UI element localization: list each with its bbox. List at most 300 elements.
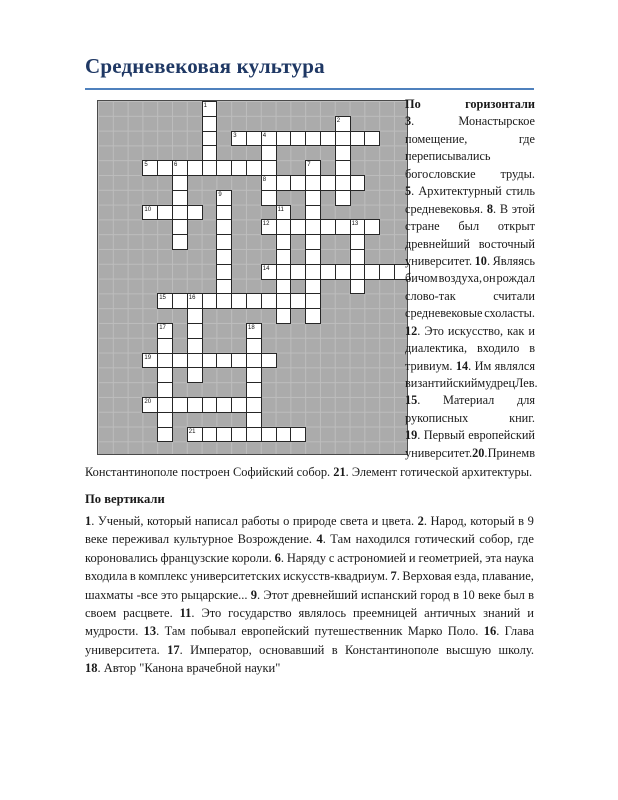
grid-cell[interactable] [216, 279, 232, 295]
grid-cell-number: 4 [262, 132, 267, 139]
grid-cell[interactable] [216, 397, 232, 413]
grid-cell[interactable] [246, 412, 262, 428]
title-rule [85, 88, 534, 90]
clue-token: стиль [505, 184, 535, 199]
clue-token: веке [477, 587, 501, 602]
clue-token: комплекс [138, 569, 188, 584]
grid-cell[interactable] [246, 397, 262, 413]
grid-cell[interactable] [202, 397, 218, 413]
grid-cell-number: 6 [174, 162, 178, 169]
grid-cell[interactable] [320, 219, 336, 235]
grid-cell[interactable] [157, 412, 173, 428]
grid-cell[interactable] [216, 160, 232, 176]
grid-cell[interactable] [187, 397, 203, 413]
grid-cell[interactable] [379, 264, 395, 280]
grid-cell[interactable] [305, 308, 321, 324]
clue-token: книг. [509, 410, 535, 425]
clue-token: университетских [190, 569, 281, 584]
grid-cell[interactable] [231, 397, 247, 413]
grid-cell[interactable] [350, 175, 366, 191]
grid-cell-number: 18 [248, 325, 255, 331]
grid-cell[interactable] [172, 175, 188, 191]
grid-cell[interactable] [350, 279, 366, 295]
clue-token: 3. [405, 114, 415, 129]
text-line [405, 166, 535, 183]
clue-token: университет. [405, 253, 473, 268]
clue-token: 7. [390, 569, 400, 584]
clue-token: средневековые [405, 306, 483, 321]
clue-token: наука [504, 550, 534, 565]
grid-cell[interactable] [350, 131, 366, 147]
clue-token: государство [228, 605, 292, 620]
grid-cell[interactable] [305, 279, 321, 295]
grid-cell[interactable] [335, 264, 351, 280]
clue-token: знаний [483, 605, 521, 620]
text-line [85, 641, 534, 659]
text-line [85, 586, 534, 604]
clue-token: нем [509, 445, 530, 460]
clue-token: -все [136, 587, 158, 602]
grid-cell[interactable] [202, 353, 218, 369]
across-header [405, 96, 535, 113]
grid-cell[interactable] [261, 160, 277, 176]
clue-token: 1. [85, 514, 95, 528]
clue-token: 9 [527, 514, 534, 528]
grid-cell-number: 14 [262, 265, 270, 272]
clue-token: 5. [405, 184, 415, 199]
grid-cell[interactable] [187, 367, 203, 383]
grid-cell[interactable] [187, 160, 203, 176]
clue-token: был [458, 219, 480, 234]
grid-cell[interactable] [305, 205, 321, 221]
grid-cell[interactable] [172, 205, 188, 221]
clue-token: 15. [405, 393, 421, 408]
clue-token: который [146, 514, 192, 528]
grid-cell[interactable] [231, 353, 247, 369]
clue-token: 10. [474, 253, 491, 268]
grid-cell[interactable] [320, 131, 336, 147]
clue-token: в [129, 569, 136, 584]
clue-token: где [517, 532, 534, 547]
grid-cell[interactable] [157, 382, 173, 398]
clue-token: европейский [468, 428, 535, 443]
clue-token: "Канона [139, 661, 184, 676]
text-line [85, 530, 534, 548]
grid-cell[interactable] [290, 131, 306, 147]
clue-token: мудрости. [85, 624, 139, 639]
grid-cell[interactable] [246, 353, 262, 369]
clue-token: науки" [244, 661, 281, 676]
grid-cell[interactable] [350, 264, 366, 280]
text-line [405, 340, 535, 357]
grid-cell[interactable] [276, 234, 292, 250]
clue-token: эта [485, 550, 502, 565]
clue-token: являлось [298, 605, 347, 620]
clue-token: этой [511, 201, 535, 216]
clue-token: 10 [462, 587, 475, 602]
clue-token: в [529, 341, 535, 356]
clue-token: средневековья. [405, 201, 484, 216]
grid-cell[interactable] [276, 219, 292, 235]
clue-token: готический [414, 532, 475, 547]
grid-cell[interactable] [157, 397, 173, 413]
grid-cell[interactable] [157, 338, 173, 354]
grid-cell[interactable] [261, 353, 277, 369]
clue-token: труды. [500, 166, 535, 181]
clue-token: и [527, 605, 534, 620]
grid-cell-number: 21 [188, 428, 196, 435]
clue-token: собор. [296, 465, 331, 479]
grid-cell[interactable] [276, 279, 292, 295]
grid-cell[interactable] [202, 160, 218, 176]
grid-cell[interactable] [246, 382, 262, 398]
clue-token: расцвете. [123, 605, 173, 620]
clue-token: воздуха, [438, 271, 483, 286]
grid-cell[interactable] [187, 338, 203, 354]
text-line [405, 305, 535, 322]
clue-token: Глава [504, 624, 534, 639]
text-line [85, 659, 534, 677]
clue-token: веке [85, 532, 108, 547]
clue-token: побывал [190, 624, 237, 639]
grid-cell[interactable] [335, 131, 351, 147]
grid-cell[interactable] [216, 427, 232, 443]
clue-token: Это [424, 323, 444, 338]
clue-token: слово-так [405, 288, 456, 303]
clue-token: Материал [442, 393, 495, 408]
clue-token: школу. [498, 642, 534, 657]
text-line [405, 323, 535, 340]
grid-cell[interactable] [261, 145, 277, 161]
grid-cell-number: 16 [188, 295, 196, 302]
clue-token: древнейший [405, 236, 470, 251]
text-line [405, 288, 535, 305]
down-clues-paragraph [85, 512, 534, 678]
clue-token: университета. [85, 642, 160, 657]
clue-token: византийский [405, 376, 478, 390]
clue-token: богословские [405, 166, 476, 181]
grid-cell[interactable] [216, 293, 232, 309]
grid-cell[interactable] [231, 427, 247, 443]
clue-token: геометрией, [418, 550, 483, 565]
clue-token: короновались [85, 550, 158, 565]
clue-token: шахматы [85, 587, 134, 602]
clue-token: плавание, [482, 569, 534, 584]
across-clues-column [405, 96, 538, 462]
clue-token: астрономией [337, 550, 407, 565]
clue-token: и [528, 323, 535, 338]
clue-token: он [482, 271, 496, 286]
clue-token: тривиум. [405, 358, 453, 373]
clue-token: Элемент [351, 465, 397, 479]
grid-cell[interactable] [216, 353, 232, 369]
grid-cell[interactable] [261, 427, 277, 443]
clue-token: Им [474, 358, 492, 373]
grid-cell[interactable] [157, 353, 173, 369]
grid-cell[interactable] [187, 353, 203, 369]
clue-token: 18. [85, 661, 101, 676]
clue-token: езда, [454, 569, 480, 584]
clue-token: Автор [103, 661, 137, 676]
grid-cell[interactable] [335, 219, 351, 235]
grid-cell-number: 10 [144, 206, 152, 213]
clue-token: короли. [231, 550, 272, 565]
across-clues-overflow-line [85, 464, 605, 481]
clue-token: Поло. [447, 624, 479, 639]
grid-cell-number: 20 [144, 399, 152, 405]
grid-cell[interactable] [202, 131, 218, 147]
grid-cell[interactable] [261, 293, 277, 309]
clue-token: работы [241, 514, 280, 528]
grid-cell-number: 12 [262, 221, 270, 228]
text-line [85, 622, 534, 640]
grid-cell[interactable] [231, 160, 247, 176]
clue-token: испанский [360, 587, 418, 602]
grid-cell-number: 15 [159, 295, 166, 302]
grid-cell[interactable] [216, 205, 232, 221]
across-header-word: горизонтали [465, 97, 535, 111]
grid-cell[interactable] [172, 190, 188, 206]
grid-cell[interactable] [216, 234, 232, 250]
clue-token: 21. [333, 465, 349, 479]
grid-cell[interactable] [290, 427, 306, 443]
grid-cell-number: 9 [218, 191, 222, 198]
text-line [405, 201, 535, 218]
clue-token: стране [405, 219, 440, 234]
clue-token: цвета. [381, 514, 415, 528]
clue-token: в [528, 587, 534, 602]
clue-token: рождал [496, 271, 535, 286]
grid-cell[interactable] [290, 264, 306, 280]
grid-cell[interactable] [216, 264, 232, 280]
clue-token: переживал [112, 532, 170, 547]
grid-cell[interactable] [172, 293, 188, 309]
clue-token: Константинополе [85, 465, 178, 479]
grid-cell[interactable] [364, 264, 380, 280]
grid-cell[interactable] [246, 293, 262, 309]
grid-cell[interactable] [305, 175, 321, 191]
clue-token: искусство, [447, 323, 504, 338]
grid-cell[interactable] [320, 175, 336, 191]
grid-cell-number: 13 [351, 221, 359, 228]
clue-token: Наряду [286, 550, 327, 565]
clue-token: Император, [190, 642, 252, 657]
grid-cell[interactable] [172, 234, 188, 250]
clue-token: высшую [446, 642, 492, 657]
clue-token: При [487, 445, 510, 460]
clue-token: 20. [472, 445, 488, 460]
grid-cell[interactable] [202, 116, 218, 132]
clue-token: Являясь [492, 253, 535, 268]
clue-token: в [331, 642, 338, 657]
clue-token: это [161, 587, 178, 602]
grid-cell[interactable] [305, 264, 321, 280]
grid-cell[interactable] [246, 131, 262, 147]
grid-cell[interactable] [305, 293, 321, 309]
clue-token: 4. [316, 532, 326, 547]
clue-token: написал [194, 514, 238, 528]
grid-cell[interactable] [335, 190, 351, 206]
clue-token: путешественник [314, 624, 403, 639]
grid-cell[interactable] [290, 293, 306, 309]
clue-token: культурное [173, 532, 234, 547]
grid-cell[interactable] [276, 175, 292, 191]
clue-token: рыцарские... [181, 587, 248, 602]
clue-token: природе [292, 514, 337, 528]
grid-cell[interactable] [364, 131, 380, 147]
grid-cell[interactable] [216, 249, 232, 265]
clue-token: который [470, 514, 515, 528]
clue-token: врачебной [186, 661, 242, 676]
grid-cell-number: 8 [262, 177, 267, 183]
grid-cell[interactable] [157, 427, 173, 443]
text-line [85, 512, 534, 530]
page-title: Средневековая культура [85, 54, 325, 78]
clue-token: мудрец [477, 376, 516, 390]
clue-token: В [499, 201, 509, 216]
grid-cell[interactable] [246, 367, 262, 383]
clue-token: 2. [417, 514, 428, 528]
grid-cell[interactable] [276, 264, 292, 280]
clue-token: древнейший [291, 587, 358, 602]
text-line [405, 236, 535, 253]
clue-token: собор, [479, 532, 514, 547]
clue-token: 16. [483, 624, 500, 639]
grid-cell[interactable] [157, 160, 173, 176]
clue-token: искусств-квадриум. [283, 569, 389, 584]
clue-token: Софийский [232, 465, 294, 479]
text-line [405, 148, 535, 165]
grid-cell[interactable] [202, 145, 218, 161]
clue-token: своем [85, 605, 117, 620]
clue-token: Этот [263, 587, 289, 602]
clue-token: город [420, 587, 450, 602]
clue-token: света [340, 514, 369, 528]
clue-token: входила [85, 569, 128, 584]
text-line [405, 410, 535, 427]
grid-cell[interactable] [305, 219, 321, 235]
clue-token: Возрождение. [237, 532, 312, 547]
grid-cell[interactable] [350, 249, 366, 265]
grid-cell[interactable] [276, 308, 292, 324]
grid-cell-number: 3 [233, 132, 237, 139]
clue-token: в [529, 445, 535, 460]
clue-token: помещение, [405, 131, 468, 146]
text-line [405, 445, 535, 462]
grid-cell[interactable] [216, 219, 232, 235]
grid-cell[interactable] [335, 160, 351, 176]
grid-cell[interactable] [305, 190, 321, 206]
grid-cell[interactable] [172, 353, 188, 369]
clue-token: построен [181, 465, 230, 479]
grid-cell[interactable] [187, 308, 203, 324]
clue-token: античных [424, 605, 477, 620]
clue-token: университет. [405, 445, 473, 460]
grid-cell[interactable] [187, 323, 203, 339]
text-line [405, 253, 535, 270]
clue-token: французские [160, 550, 229, 565]
clue-token: в [453, 587, 459, 602]
clue-token: в [518, 514, 525, 528]
clue-token: и [371, 514, 379, 528]
clue-token: Монастырское [458, 114, 535, 129]
grid-cell[interactable] [305, 249, 321, 265]
clue-token: переписывались [405, 149, 491, 164]
grid-cell[interactable] [276, 249, 292, 265]
grid-cell[interactable] [246, 338, 262, 354]
text-line [405, 392, 535, 409]
grid-cell[interactable] [172, 397, 188, 413]
crossword-grid [97, 100, 408, 455]
text-line [405, 270, 535, 287]
clue-token: являлся [494, 358, 535, 373]
grid-cell[interactable] [246, 427, 262, 443]
clue-token: Первый [423, 428, 465, 443]
text-line [405, 183, 535, 200]
grid-cell[interactable] [157, 367, 173, 383]
grid-cell[interactable] [276, 293, 292, 309]
grid-cell[interactable] [202, 293, 218, 309]
grid-cell[interactable] [350, 234, 366, 250]
clue-token: диалектика, [405, 341, 468, 356]
clue-token: с [328, 550, 335, 565]
clue-token: Марко [407, 624, 443, 639]
clue-token: 14. [455, 358, 472, 373]
grid-cell[interactable] [261, 190, 277, 206]
clue-token: Лев. [515, 376, 538, 390]
clue-token: восточный [478, 236, 535, 251]
clue-token: для [516, 393, 535, 408]
text-line [405, 358, 535, 375]
clue-token: Народ, [430, 514, 467, 528]
clue-token: Это [201, 605, 222, 620]
grid-cell[interactable] [187, 205, 203, 221]
grid-cell[interactable] [202, 427, 218, 443]
grid-cell-number: 19 [144, 354, 152, 361]
clue-token: Константинополе [344, 642, 439, 657]
grid-cell[interactable] [157, 205, 173, 221]
grid-cell[interactable] [305, 131, 321, 147]
clue-token: Верховая [402, 569, 452, 584]
grid-cell[interactable] [246, 160, 262, 176]
clue-token: где [518, 131, 535, 146]
text-line [85, 567, 534, 585]
text-line [405, 218, 535, 235]
grid-cell[interactable] [290, 219, 306, 235]
down-header: По вертикали [85, 492, 165, 506]
grid-cell[interactable] [335, 145, 351, 161]
clue-token: Ученый, [97, 514, 144, 528]
grid-cell[interactable] [172, 219, 188, 235]
clue-token: европейский [241, 624, 310, 639]
text-line [405, 427, 535, 444]
grid-cell-number: 2 [336, 117, 341, 124]
grid-cell[interactable] [320, 264, 336, 280]
grid-cell[interactable] [364, 219, 380, 235]
grid-cell[interactable] [305, 234, 321, 250]
text-line [85, 604, 534, 622]
grid-cell[interactable] [231, 293, 247, 309]
clue-token: 8. [486, 201, 497, 216]
grid-cell[interactable] [276, 427, 292, 443]
text-line [405, 131, 535, 148]
clue-token: и [408, 550, 416, 565]
clue-token: 9. [250, 587, 261, 602]
clue-token: бичом [405, 271, 438, 286]
grid-cell[interactable] [290, 175, 306, 191]
grid-cell[interactable] [335, 175, 351, 191]
grid-cell[interactable] [276, 131, 292, 147]
